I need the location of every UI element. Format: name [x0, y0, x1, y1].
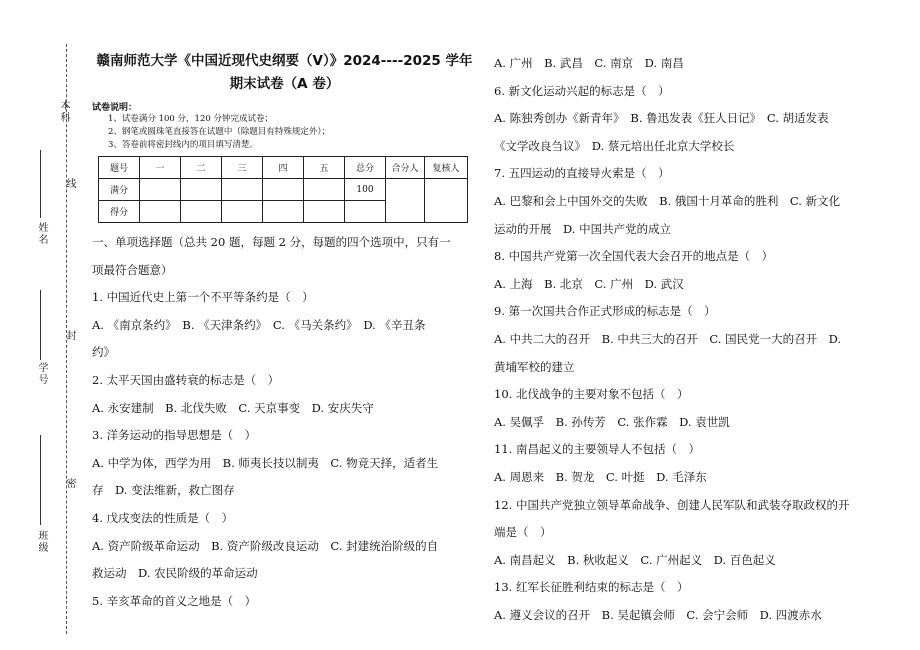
exam-title: 赣南师范大学《中国近现代史纲要（V）》2024----2025 学年 [96, 53, 473, 69]
header-cell: 三 [222, 157, 263, 179]
option-line: A. 广州 B. 武昌 C. 南京 D. 南昌 [494, 56, 684, 70]
question-line: 端是（ ） [494, 525, 552, 540]
question-line: 13. 红军长征胜利结束的标志是（ ） [494, 580, 689, 595]
question-line: 项最符合题意） [92, 262, 173, 277]
option-line: 运动的开展 D. 中国共产党的成立 [494, 221, 672, 236]
question-line: 9. 第一次国共合作正式形成的标志是（ ） [494, 304, 716, 319]
option-line: 存 D. 变法维新，救亡图存 [92, 483, 235, 498]
score-cell[interactable] [140, 201, 181, 223]
question-line: 7. 五四运动的直接导火索是（ ） [494, 166, 670, 181]
question-line: 一、单项选择题（总共 20 题，每题 2 分，每题的四个选项中，只有一 [92, 235, 451, 249]
full-total-cell: 100 [345, 179, 386, 201]
margin-label-name: 姓名 [36, 222, 47, 246]
question-line: 5. 辛亥革命的首义之地是（ ） [92, 593, 257, 608]
score-cell[interactable] [222, 179, 263, 201]
question-line: 6. 新文化运动兴起的标志是（ ） [494, 83, 670, 98]
left-questions [92, 229, 477, 615]
option-line: A. 遵义会议的召开 B. 吴起镇会师 C. 会宁会师 D. 四渡赤水 [494, 607, 822, 622]
score-cell[interactable] [304, 201, 345, 223]
instruction-item: 2、钢笔或圆珠笔直接答在试题中（除题目有特殊规定外）； [108, 127, 331, 137]
margin-label-seal: 封 [64, 330, 75, 342]
option-line: A. 南昌起义 B. 秋收起义 C. 广州起义 D. 百色起义 [494, 552, 776, 567]
option-line: A. 巴黎和会上中国外交的失败 B. 俄国十月革命的胜利 C. 新文化 [494, 193, 841, 208]
margin-label-id: 学号 [36, 362, 47, 386]
option-line: A. 永安建制 B. 北伐失败 C. 天京事变 D. 安庆失守 [92, 400, 374, 415]
score-cell[interactable] [140, 179, 181, 201]
row-label: 满分 [99, 179, 140, 201]
score-table [98, 156, 468, 223]
score-cell[interactable] [181, 179, 222, 201]
score-cell[interactable] [304, 179, 345, 201]
score-table-full-row [99, 179, 468, 201]
question-line: 1. 中国近代史上第一个不平等条约是（ ） [92, 290, 314, 305]
question-line: 12. 中国共产党独立领导革命战争、创建人民军队和武装夺取政权的开 [494, 497, 850, 512]
option-line: 约》 [92, 345, 115, 360]
instructions-heading: 试卷说明： [92, 103, 138, 113]
option-line: A. 中共二大的召开 B. 中共三大的召开 C. 国民党一大的召开 D. [494, 331, 842, 346]
option-line: 《文学改良刍议》 D. 蔡元培出任北京大学校长 [494, 138, 735, 153]
option-line: A. 中学为体，西学为用 B. 师夷长技以制夷 C. 物竞天择，适者生 [92, 455, 439, 470]
right-questions [494, 50, 879, 629]
question-line: 10. 北伐战争的主要对象不包括（ ） [494, 387, 689, 402]
margin-label-line: 线 [64, 178, 75, 190]
question-line: 8. 中国共产党第一次全国代表大会召开的地点是（ ） [494, 249, 774, 264]
option-line: A. 资产阶级革命运动 B. 资产阶级改良运动 C. 封建统治阶级的自 [92, 538, 439, 553]
score-table-header-row [99, 157, 468, 179]
option-line: A. 《南京条约》 B. 《天津条约》 C. 《马关条约》 D. 《辛丑条 [92, 317, 426, 332]
question-line: 2. 太平天国由盛转衰的标志是（ ） [92, 372, 280, 387]
score-cell[interactable] [345, 201, 386, 223]
score-cell[interactable] [263, 179, 304, 201]
option-line: A. 吴佩孚 B. 孙传芳 C. 张作霖 D. 袁世凯 [494, 414, 730, 429]
header-cell: 题号 [99, 157, 140, 179]
question-line: 4. 戊戌变法的性质是（ ） [92, 510, 234, 525]
instruction-item: 1、试卷满分 100 分，120 分钟完成试卷； [108, 114, 273, 124]
score-cell[interactable] [222, 201, 263, 223]
left-column [92, 50, 477, 615]
right-column [494, 50, 879, 629]
option-line: A. 上海 B. 北京 C. 广州 D. 武汉 [494, 276, 684, 291]
margin-label-secret: 密 [64, 478, 75, 490]
option-line: 黄埔军校的建立 [494, 359, 575, 374]
row-label: 得分 [99, 201, 140, 223]
option-line: 救运动 D. 农民阶级的革命运动 [92, 566, 258, 581]
id-fill-line[interactable] [40, 290, 41, 360]
option-line: A. 陈独秀创办《新青年》 B. 鲁迅发表《狂人日记》 C. 胡适发表 [494, 111, 829, 126]
name-fill-line[interactable] [40, 150, 41, 218]
margin-label-major: 本科 [58, 100, 69, 124]
exam-subtitle: 期末试卷（A 卷） [229, 76, 340, 92]
header-cell: 一 [140, 157, 181, 179]
header-cell: 四 [263, 157, 304, 179]
binding-margin [0, 0, 80, 650]
question-line: 3. 洋务运动的指导思想是（ ） [92, 428, 257, 443]
question-line: 11. 南昌起义的主要领导人不包括（ ） [494, 442, 700, 457]
margin-label-class: 班级 [36, 530, 47, 554]
class-fill-line[interactable] [40, 435, 41, 525]
option-line: A. 周恩来 B. 贺龙 C. 叶挺 D. 毛泽东 [494, 469, 707, 484]
score-cell[interactable] [263, 201, 304, 223]
header-cell: 总分 [345, 157, 386, 179]
header-cell: 五 [304, 157, 345, 179]
instruction-item: 3、答卷前将密封线内的项目填写清楚。 [108, 140, 258, 150]
header-cell: 合分人 [386, 157, 425, 179]
header-cell: 二 [181, 157, 222, 179]
header-cell: 复核人 [425, 157, 468, 179]
score-cell[interactable] [181, 201, 222, 223]
tally-person-cell[interactable] [386, 179, 425, 223]
reviewer-cell[interactable] [425, 179, 468, 223]
